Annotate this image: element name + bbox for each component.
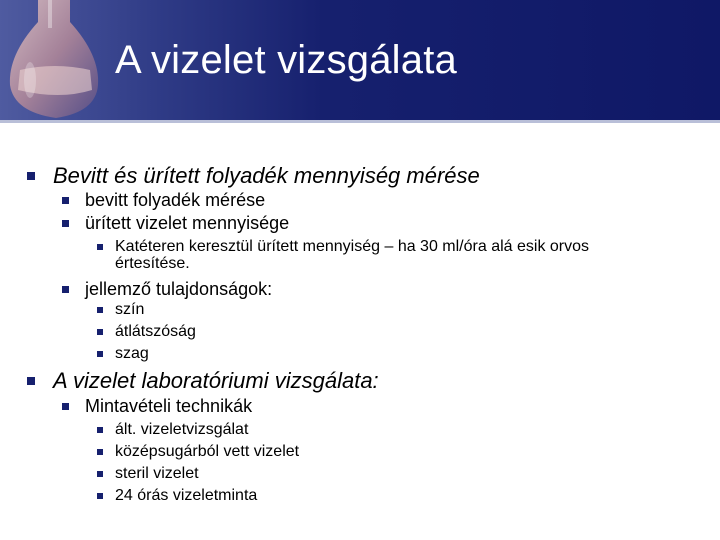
item1-sub-2: ürített vizelet mennyisége	[85, 213, 290, 233]
bullet-square-icon	[62, 197, 69, 204]
technique-item: ált. vizeletvizsgálat	[115, 421, 249, 438]
bullet-square-icon	[97, 493, 103, 499]
bullet-square-icon	[97, 449, 103, 455]
catheter-note-line2: értesítése.	[115, 255, 190, 272]
slide-title: A vizelet vizsgálata	[115, 38, 457, 82]
bullet-square-icon	[97, 427, 103, 433]
item1-heading: Bevitt és ürített folyadék mennyiség mérése	[53, 163, 480, 188]
sampling-label: Mintavételi technikák	[85, 396, 253, 416]
bullet-square-icon	[97, 244, 103, 250]
bullet-square-icon	[97, 351, 103, 357]
header-divider	[0, 120, 720, 123]
flask-image	[0, 0, 115, 120]
bullet-square-icon	[27, 172, 35, 180]
bullet-square-icon	[27, 377, 35, 385]
bullet-square-icon	[97, 307, 103, 313]
item1-sub-1: bevitt folyadék mérése	[85, 190, 266, 210]
trait-item: átlátszóság	[115, 323, 196, 340]
trait-item: szag	[115, 345, 149, 362]
technique-item: steril vizelet	[115, 465, 199, 482]
technique-item: középsugárból vett vizelet	[115, 443, 300, 460]
bullet-square-icon	[97, 329, 103, 335]
technique-item: 24 órás vizeletminta	[115, 487, 258, 504]
bullet-square-icon	[97, 471, 103, 477]
bullet-square-icon	[62, 286, 69, 293]
traits-label: jellemző tulajdonságok:	[85, 279, 273, 299]
catheter-note-line1: Katéteren keresztül ürített mennyiség – ha 30 ml/óra alá esik orvos	[115, 238, 590, 255]
bullet-square-icon	[62, 403, 69, 410]
bullet-square-icon	[62, 220, 69, 227]
trait-item: szín	[115, 301, 145, 318]
slide-header	[0, 0, 720, 120]
item2-heading: A vizelet laboratóriumi vizsgálata:	[53, 368, 379, 393]
